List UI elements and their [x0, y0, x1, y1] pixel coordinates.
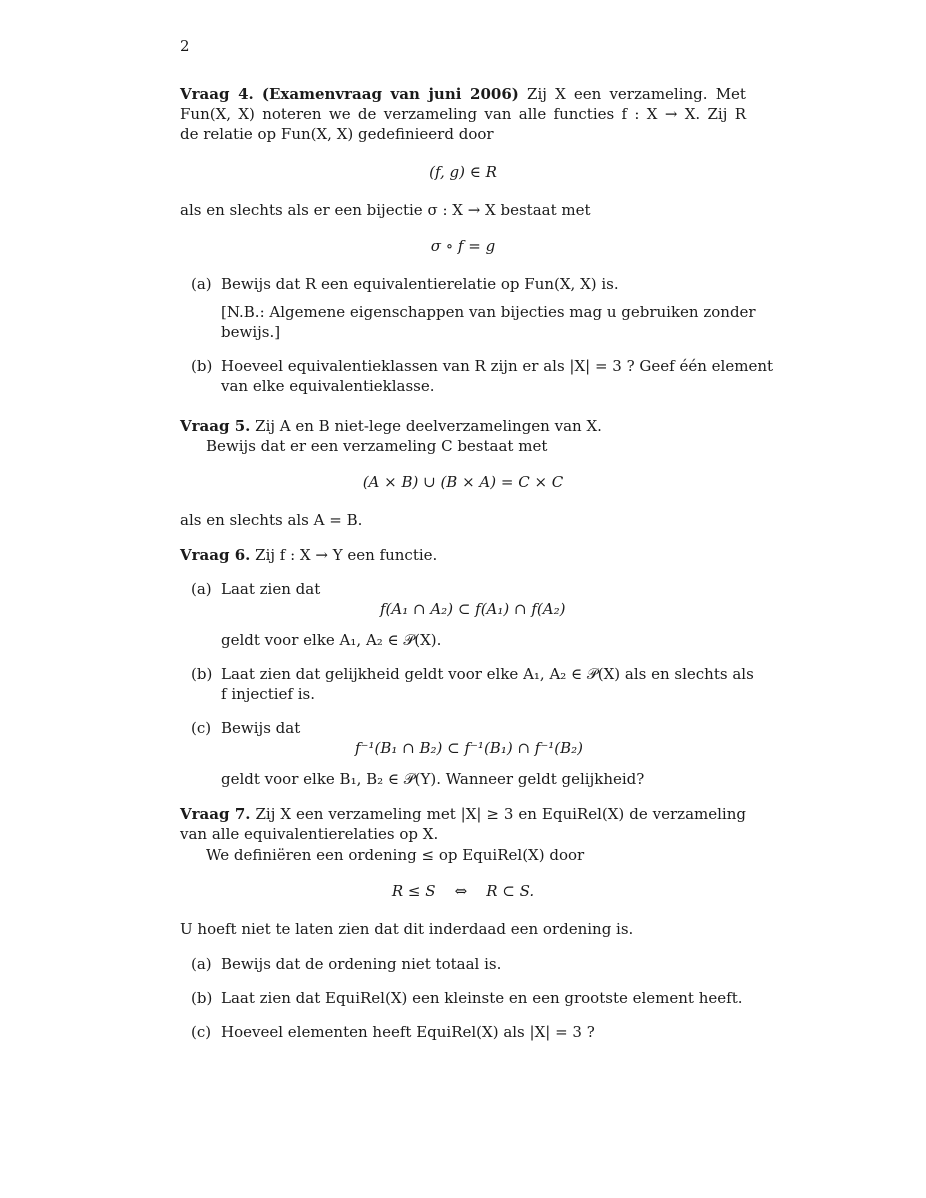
q4-a-note-line1: [N.B.: Algemene eigenschappen van bijecties mag u gebruiken zonder	[221, 303, 756, 321]
q4-label: Vraag 4.	[180, 85, 254, 103]
q6-b-text-line2: f injectief is.	[221, 685, 315, 703]
q6-c-text: Bewijs dat	[221, 719, 301, 737]
q6-c-marker: (c)	[191, 719, 212, 737]
q7-b-text: Laat zien dat EquiRel(X) een kleinste en een grootste element heeft.	[221, 989, 743, 1007]
q5-line1-rest: Zij A en B niet-lege deelverzamelingen van X.	[255, 417, 602, 435]
q6-a-after: geldt voor elke A₁, A₂ ∈ 𝒫(X).	[221, 631, 442, 649]
q7-line4: U hoeft niet te laten zien dat dit inderdaad een ordening is.	[180, 920, 634, 938]
q6-line1	[180, 545, 437, 566]
q4-line4: als en slechts als er een bijectie σ : X → X bestaat met	[180, 201, 591, 219]
q6-b-marker: (b)	[191, 665, 213, 683]
q4-a-note-line2: bewijs.]	[221, 323, 281, 341]
q6-line1-rest: Zij f : X → Y een functie.	[255, 546, 438, 564]
q5-label: Vraag 5.	[180, 417, 251, 435]
q4-line1-rest: Zij X een verzameling. Met	[527, 85, 746, 103]
q6-c-after: geldt voor elke B₁, B₂ ∈ 𝒫(Y). Wanneer geldt gelijkheid?	[221, 770, 645, 788]
q7-line2: van alle equivalentierelaties op X.	[180, 825, 439, 843]
q7-line1-rest: Zij X een verzameling met |X| ≥ 3 en EquiRel(X) de verzameling	[255, 805, 746, 823]
q4-equation-2: σ ∘ f = g	[430, 237, 496, 255]
q7-line1	[180, 804, 746, 825]
q4-a-marker: (a)	[191, 275, 212, 293]
q7-b-marker: (b)	[191, 989, 213, 1007]
q6-a-equation: f(A₁ ∩ A₂) ⊂ f(A₁) ∩ f(A₂)	[380, 600, 566, 618]
q6-a-marker: (a)	[191, 580, 212, 598]
q4-line3: de relatie op Fun(X, X) gedefinieerd door	[180, 125, 494, 143]
q4-line1	[180, 84, 746, 105]
q7-equation: R ≤ S ⇔ R ⊂ S.	[391, 882, 535, 900]
q5-line3: als en slechts als A = B.	[180, 511, 363, 529]
q4-b-text-line1: Hoeveel equivalentieklassen van R zijn er als |X| = 3 ? Geef één element	[221, 357, 774, 375]
q6-c-equation: f⁻¹(B₁ ∩ B₂) ⊂ f⁻¹(B₁) ∩ f⁻¹(B₂)	[355, 739, 584, 757]
q4-line2: Fun(X, X) noteren we de verzameling van alle functies f : X → X. Zij R	[180, 105, 746, 123]
q5-line2: Bewijs dat er een verzameling C bestaat met	[206, 437, 548, 455]
q4-b-text-line2: van elke equivalentieklasse.	[221, 377, 435, 395]
q5-equation: (A × B) ∪ (B × A) = C × C	[362, 473, 564, 491]
q6-a-text: Laat zien dat	[221, 580, 321, 598]
q4-a-text: Bewijs dat R een equivalentierelatie op Fun(X, X) is.	[221, 275, 619, 293]
q6-label: Vraag 6.	[180, 546, 251, 564]
q7-c-marker: (c)	[191, 1023, 212, 1041]
q7-c-text: Hoeveel elementen heeft EquiRel(X) als |X| = 3 ?	[221, 1023, 595, 1041]
q7-a-marker: (a)	[191, 955, 212, 973]
q6-b-text-line1: Laat zien dat gelijkheid geldt voor elke A₁, A₂ ∈ 𝒫(X) als en slechts als	[221, 665, 754, 683]
q4-b-marker: (b)	[191, 357, 213, 375]
q4-exam-note: (Examenvraag van juni 2006)	[261, 85, 519, 103]
q4-equation-1: (f, g) ∈ R	[429, 163, 497, 181]
q7-line3: We definiëren een ordening ≤ op EquiRel(X) door	[206, 846, 585, 864]
q7-label: Vraag 7.	[180, 805, 251, 823]
page-number: 2	[180, 37, 190, 55]
q5-line1	[180, 416, 602, 437]
q7-a-text: Bewijs dat de ordening niet totaal is.	[221, 955, 502, 973]
